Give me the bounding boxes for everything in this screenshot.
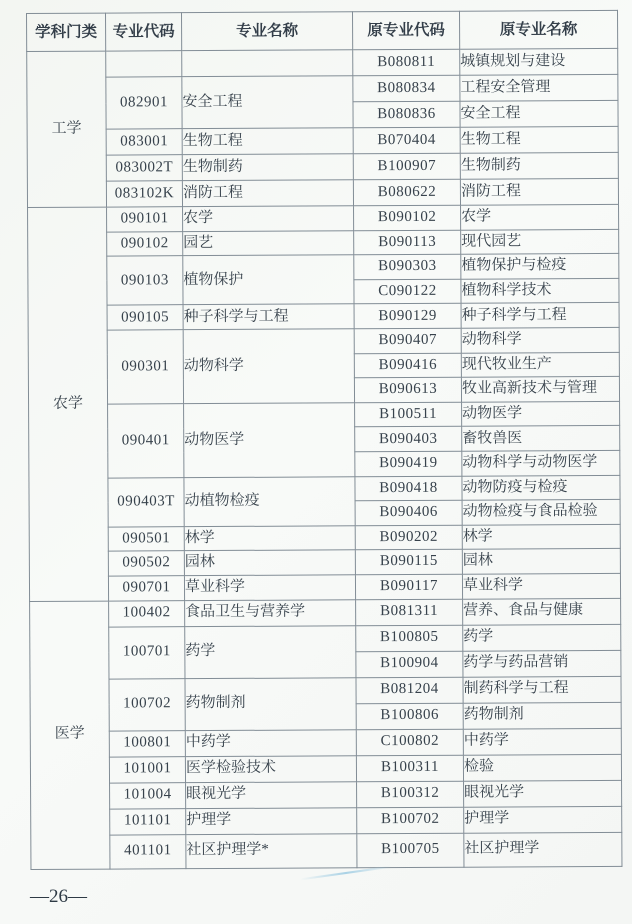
- old-major-name-cell: 畜牧兽医: [462, 426, 620, 451]
- old-major-code-cell: B090419: [355, 451, 462, 476]
- old-major-code-cell: B090117: [355, 574, 462, 599]
- old-major-code-cell: B100805: [356, 625, 463, 652]
- major-code-cell: 083001: [106, 129, 182, 155]
- major-code-cell: 101004: [110, 782, 186, 808]
- table-row: [28, 204, 619, 232]
- discipline-category-cell: 医学: [30, 601, 110, 869]
- major-name-cell: [182, 50, 353, 77]
- old-major-code-cell: B090418: [355, 476, 462, 501]
- col-header-major-name: 专业名称: [182, 12, 353, 51]
- old-major-code-cell: B100311: [356, 755, 463, 782]
- old-major-code-cell: B100511: [355, 402, 462, 427]
- major-name-cell: 医学检验技术: [185, 755, 356, 782]
- major-name-cell: 园艺: [183, 230, 354, 255]
- table-row: [28, 327, 619, 355]
- table-header-row: [27, 10, 618, 51]
- table-row: [31, 832, 622, 869]
- old-major-name-cell: 草业科学: [462, 573, 620, 598]
- major-code-cell: 090301: [107, 330, 183, 404]
- major-name-cell: 园林: [184, 550, 355, 575]
- page-number: —26—: [30, 886, 87, 907]
- major-code-cell: 083002T: [106, 155, 182, 181]
- old-major-name-cell: 检验: [463, 754, 621, 781]
- old-major-code-cell: B090613: [354, 377, 461, 402]
- table-row: [28, 254, 619, 282]
- old-major-code-cell: B100904: [356, 651, 463, 678]
- old-major-code-cell: B081204: [356, 677, 463, 704]
- old-major-name-cell: 眼视光学: [464, 780, 622, 807]
- major-code-cell: 401101: [110, 834, 186, 868]
- old-major-code-cell: B070404: [353, 127, 460, 154]
- old-major-name-cell: 护理学: [464, 806, 622, 833]
- major-code-cell: 101101: [110, 808, 186, 834]
- col-header-discipline: 学科门类: [27, 13, 106, 51]
- major-code-mapping-table: [26, 10, 622, 870]
- major-code-cell: 090103: [107, 256, 183, 306]
- old-major-code-cell: B090115: [355, 550, 462, 575]
- major-code-cell: 100402: [109, 600, 185, 626]
- table-row: [30, 754, 621, 783]
- major-code-cell: 100702: [109, 678, 185, 730]
- major-name-cell: 农学: [183, 206, 354, 231]
- major-name-cell: 眼视光学: [186, 781, 357, 808]
- major-code-cell: 090101: [107, 207, 183, 232]
- discipline-category-cell: 工学: [27, 51, 107, 207]
- major-name-cell: 药物制剂: [185, 677, 356, 730]
- old-major-code-cell: B100806: [356, 703, 463, 730]
- major-code-cell: 090105: [107, 305, 183, 330]
- old-major-code-cell: B100705: [357, 833, 464, 868]
- table-row: [29, 573, 620, 601]
- major-code-cell: 100801: [109, 730, 185, 756]
- major-name-cell: 安全工程: [182, 76, 353, 129]
- table-row: [31, 806, 622, 835]
- old-major-name-cell: 药物制剂: [463, 702, 621, 729]
- old-major-code-cell: B080811: [353, 49, 460, 76]
- old-major-name-cell: 动物防疫与检疫: [462, 475, 620, 500]
- old-major-name-cell: 植物保护与检疫: [461, 254, 619, 279]
- table-row: [29, 524, 620, 552]
- table-row: [27, 48, 618, 77]
- old-major-code-cell: B100312: [357, 781, 464, 808]
- old-major-code-cell: B100702: [357, 807, 464, 834]
- old-major-code-cell: B090407: [354, 328, 461, 353]
- table-row: [28, 303, 619, 331]
- table-row: [31, 780, 622, 809]
- table-row: [28, 229, 619, 257]
- major-name-cell: 中药学: [185, 729, 356, 756]
- old-major-name-cell: 中药学: [463, 728, 621, 755]
- major-code-cell: 100701: [109, 626, 185, 678]
- major-code-cell: 082901: [106, 77, 182, 129]
- major-name-cell: 食品卫生与营养学: [185, 599, 356, 626]
- table-row: [30, 598, 621, 627]
- major-name-cell: 药学: [185, 625, 356, 678]
- old-major-code-cell: B080622: [353, 179, 460, 206]
- old-major-code-cell: B090406: [355, 500, 462, 525]
- table-body: [27, 48, 622, 869]
- old-major-name-cell: 药学: [463, 624, 621, 651]
- old-major-name-cell: 动物科学与动物医学: [462, 450, 620, 475]
- table-row: [29, 549, 620, 577]
- old-major-code-cell: B100907: [353, 153, 460, 180]
- old-major-name-cell: 现代园艺: [461, 229, 619, 254]
- old-major-name-cell: 植物科学技术: [461, 278, 619, 303]
- major-name-cell: 动物医学: [184, 403, 355, 478]
- major-name-cell: 生物制药: [182, 154, 353, 181]
- old-major-name-cell: 制药科学与工程: [463, 676, 621, 703]
- major-name-cell: 消防工程: [182, 180, 353, 207]
- table-row: [27, 152, 618, 181]
- major-name-cell: 林学: [184, 526, 355, 551]
- old-major-code-cell: B080836: [353, 101, 460, 128]
- old-major-code-cell: C090122: [354, 279, 461, 304]
- old-major-code-cell: B090102: [354, 205, 461, 230]
- old-major-name-cell: 城镇规划与建设: [460, 48, 618, 75]
- old-major-code-cell: C100802: [356, 729, 463, 756]
- major-name-cell: 护理学: [186, 807, 357, 834]
- old-major-code-cell: B080834: [353, 75, 460, 102]
- major-code-cell: 090401: [108, 403, 184, 477]
- table-row: [29, 475, 620, 503]
- table-row: [27, 126, 618, 155]
- major-code-cell: [106, 51, 182, 77]
- major-code-cell: 090502: [108, 551, 184, 576]
- old-major-name-cell: 动物医学: [462, 401, 620, 426]
- old-major-code-cell: B090129: [354, 304, 461, 329]
- table-row: [27, 178, 618, 207]
- major-code-cell: 101001: [109, 756, 185, 782]
- old-major-name-cell: 营养、食品与健康: [463, 598, 621, 625]
- old-major-name-cell: 工程安全管理: [460, 74, 618, 101]
- old-major-code-cell: B090202: [355, 525, 462, 550]
- major-name-cell: 植物保护: [183, 255, 354, 305]
- old-major-name-cell: 林学: [462, 524, 620, 549]
- old-major-name-cell: 现代牧业生产: [461, 352, 619, 377]
- old-major-code-cell: B090113: [354, 230, 461, 255]
- major-name-cell: 种子科学与工程: [183, 304, 354, 329]
- old-major-code-cell: B081311: [356, 599, 463, 626]
- old-major-name-cell: 安全工程: [460, 100, 618, 127]
- major-code-cell: 090403T: [108, 477, 184, 527]
- old-major-name-cell: 动物检疫与食品检验: [462, 500, 620, 525]
- old-major-name-cell: 生物制药: [460, 152, 618, 179]
- old-major-name-cell: 牧业高新技术与管理: [461, 377, 619, 402]
- major-name-cell: 动植物检疫: [184, 476, 355, 526]
- major-name-cell: 生物工程: [182, 128, 353, 155]
- old-major-code-cell: B090403: [355, 427, 462, 452]
- table-row: [30, 676, 621, 705]
- old-major-code-cell: B090416: [354, 353, 461, 378]
- major-code-cell: 083102K: [106, 181, 182, 207]
- major-name-cell: 草业科学: [184, 575, 355, 600]
- major-name-cell: 社区护理学*: [186, 833, 357, 868]
- old-major-name-cell: 农学: [461, 204, 619, 229]
- major-name-cell: 动物科学: [183, 329, 354, 404]
- old-major-name-cell: 消防工程: [460, 178, 618, 205]
- old-major-name-cell: 药学与药品营销: [463, 650, 621, 677]
- old-major-name-cell: 动物科学: [461, 327, 619, 352]
- discipline-category-cell: 农学: [28, 207, 109, 601]
- col-header-old-code: 原专业代码: [352, 11, 459, 50]
- old-major-name-cell: 种子科学与工程: [461, 303, 619, 328]
- major-code-cell: 090501: [108, 526, 184, 551]
- col-header-old-name: 原专业名称: [459, 10, 617, 49]
- major-code-cell: 090701: [108, 576, 184, 601]
- table-row: [30, 624, 621, 653]
- major-code-cell: 090102: [107, 231, 183, 256]
- old-major-code-cell: B090303: [354, 254, 461, 279]
- old-major-name-cell: 园林: [462, 549, 620, 574]
- table-row: [30, 728, 621, 757]
- table-row: [29, 401, 620, 429]
- old-major-name-cell: 生物工程: [460, 126, 618, 153]
- col-header-major-code: 专业代码: [106, 13, 182, 51]
- table-row: [27, 74, 618, 103]
- old-major-name-cell: 社区护理学: [464, 832, 622, 867]
